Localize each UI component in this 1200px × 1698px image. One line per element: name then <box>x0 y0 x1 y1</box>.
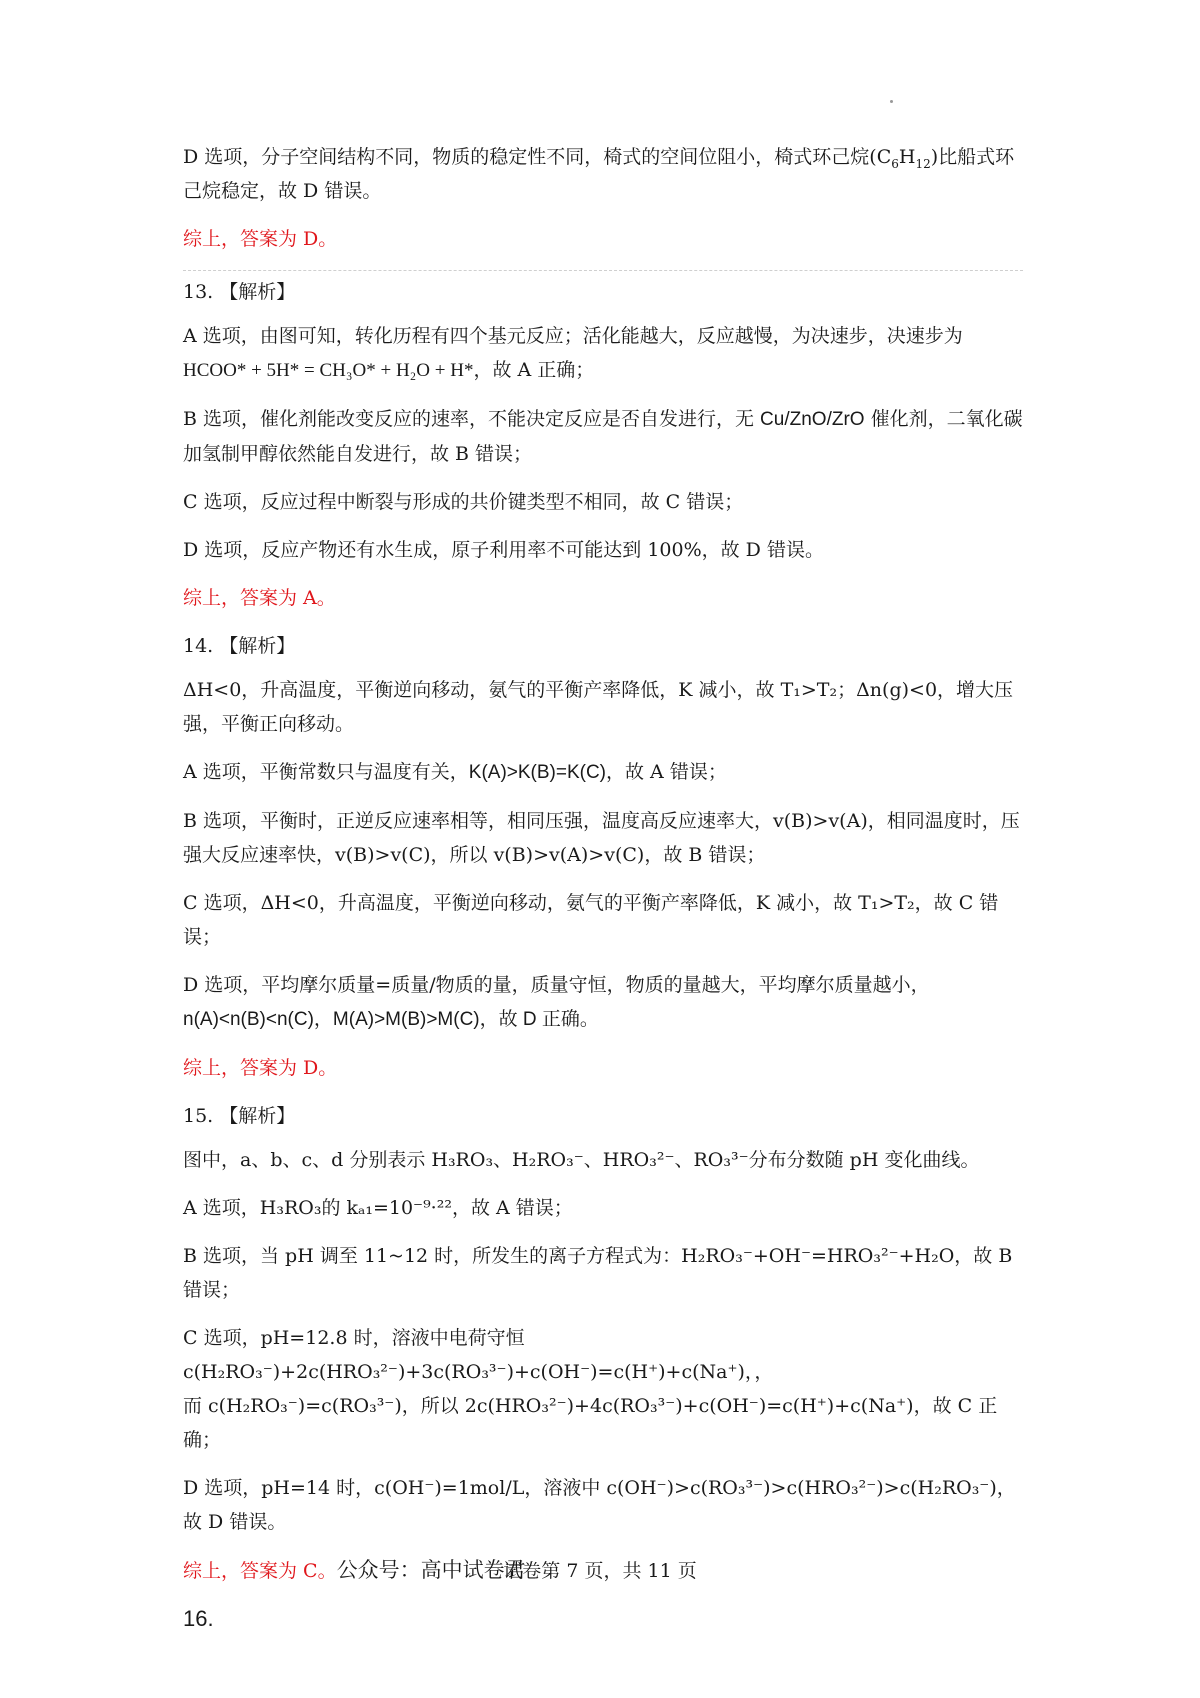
q14-a-option: A 选项，平衡常数只与温度有关，K(A)>K(B)=K(C)，故 A 错误； <box>183 761 727 783</box>
page-footer: 试卷第 7 页，共 11 页 <box>503 1560 697 1582</box>
promo-text: 公众号：高中试卷君 <box>336 1558 526 1582</box>
q14-summary: 综上，答案为 D。 <box>183 1057 338 1079</box>
q14-b-option: B 选项，平衡时，正逆反应速率相等，相同压强，温度高反应速率大，v(B)>v(A)，相同温度时，压强大反应速率快，v(B)>v(C)，所以 v(B)>v(A)>v(C)，故 B 错误； <box>183 810 1020 866</box>
section-divider <box>183 270 1023 271</box>
q15-intro: 图中，a、b、c、d 分别表示 H₃RO₃、H₂RO₃⁻、HRO₃²⁻、RO₃³⁻分布分数随 pH 变化曲线。 <box>183 1149 980 1171</box>
q15-a-option: A 选项，H₃RO₃的 kₐ₁=10⁻⁹·²²，故 A 错误； <box>183 1197 573 1219</box>
q12-summary: 综上，答案为 D。 <box>183 228 338 250</box>
q13-formula: HCOO* + 5H* = CH₃O* + H₂O + H* <box>183 360 474 381</box>
q15-heading: 15. 【解析】 <box>183 1105 296 1127</box>
q14-heading: 14. 【解析】 <box>183 635 296 657</box>
q13-d-option: D 选项，反应产物还有水生成，原子利用率不可能达到 100%，故 D 错误。 <box>183 539 824 561</box>
q14-d-option: D 选项，平均摩尔质量=质量/物质的量，质量守恒，物质的量越大，平均摩尔质量越小， n(A)<n(B)<n(C)，M(A)>M(B)>M(C)，故 D 正确。 <box>183 974 930 1030</box>
q14-intro: ΔH<0，升高温度，平衡逆向移动，氨气的平衡产率降低，K 减小，故 T₁>T₂；Δn(g)<0，增大压强，平衡正向移动。 <box>183 679 1014 735</box>
q15-summary: 综上，答案为 C。 <box>183 1560 337 1582</box>
q15-c-option: C 选项，pH=12.8 时，溶液中电荷守恒 c(H₂RO₃⁻)+2c(HRO₃²⁻)+3c(RO₃³⁻)+c(OH⁻)=c(H⁺)+c(Na⁺)，， 而 c(H₂RO₃⁻)=c(RO₃³⁻)，所以 2c(HRO₃²⁻)+4c(RO₃³⁻)+c(OH⁻)=c(H⁺)+c(Na⁺)，故 C 正确； <box>183 1327 998 1451</box>
q13-b-option: B 选项，催化剂能改变反应的速率，不能决定反应是否自发进行，无 Cu/ZnO/ZrO 催化剂，二氧化碳加氢制甲醇依然能自发进行，故 B 错误； <box>183 408 1023 465</box>
q16-heading: 16. <box>183 1606 214 1631</box>
stray-dot <box>890 100 893 103</box>
q15-d-option: D 选项，pH=14 时，c(OH⁻)=1mol/L，溶液中 c(OH⁻)>c(RO₃³⁻)>c(HRO₃²⁻)>c(H₂RO₃⁻)，故 D 错误。 <box>183 1477 1016 1533</box>
q13-summary: 综上，答案为 A。 <box>183 587 336 609</box>
q13-heading: 13. 【解析】 <box>183 281 296 303</box>
q13-a-option: A 选项，由图可知，转化历程有四个基元反应；活化能越大，反应越慢，为决速步，决速步为 HCOO* + 5H* = CH₃O* + H₂O + H*，故 A 正确； <box>183 325 963 381</box>
q13-c-option: C 选项，反应过程中断裂与形成的共价键类型不相同，故 C 错误； <box>183 491 744 513</box>
q15-b-option: B 选项，当 pH 调至 11~12 时，所发生的离子方程式为：H₂RO₃⁻+OH⁻=HRO₃²⁻+H₂O，故 B 错误； <box>183 1245 1013 1301</box>
q14-c-option: C 选项，ΔH<0，升高温度，平衡逆向移动，氨气的平衡产率降低，K 减小，故 T₁>T₂，故 C 错误； <box>183 892 999 948</box>
q12-d-option: D 选项，分子空间结构不同，物质的稳定性不同，椅式的空间位阻小，椅式环己烷$(C_6H_{12})$比船式环己烷稳定，故 D 错误。 <box>183 146 1015 202</box>
document-page <box>183 140 1023 1650</box>
